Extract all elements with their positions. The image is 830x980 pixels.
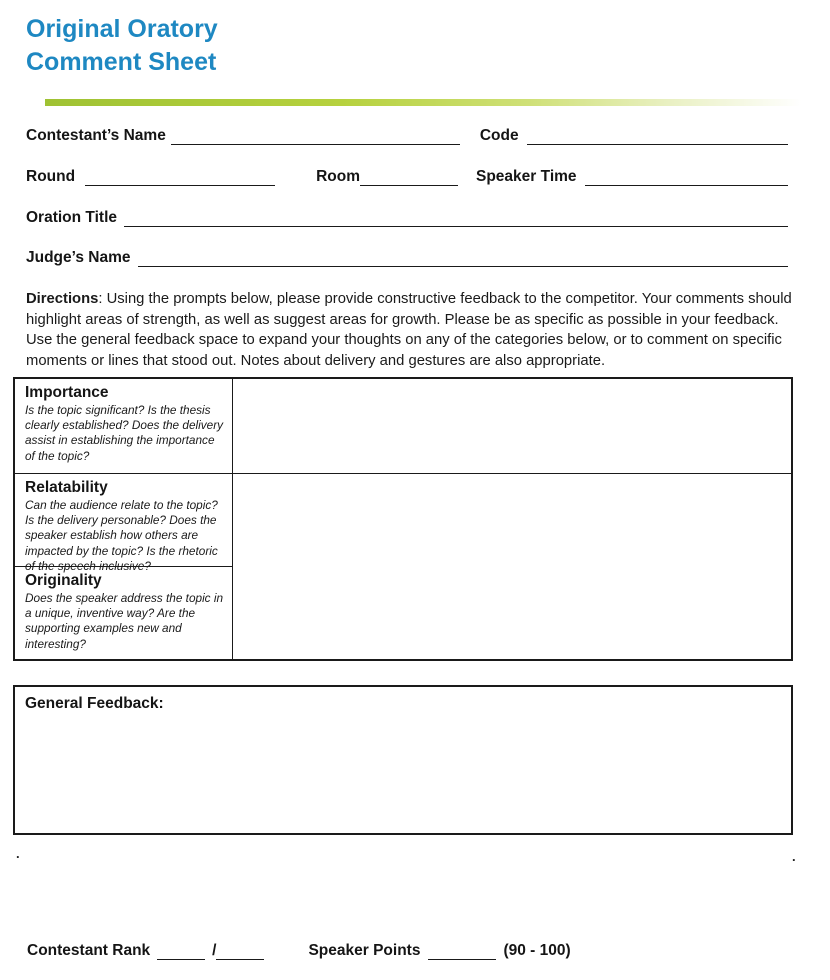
speaker-time-label: Speaker Time — [476, 168, 577, 185]
page-title — [26, 13, 218, 79]
originality-comment-cell[interactable] — [233, 567, 791, 659]
general-feedback-box[interactable] — [13, 685, 793, 835]
field-row-1 — [26, 127, 788, 145]
general-feedback-label: General Feedback: — [25, 695, 164, 712]
rank-total-line[interactable] — [216, 947, 264, 960]
relatability-title: Relatability — [25, 479, 108, 496]
contestant-rank-line[interactable] — [157, 947, 205, 960]
importance-comment-cell[interactable] — [233, 379, 791, 473]
points-range-label: (90 - 100) — [503, 942, 571, 959]
field-row-2 — [26, 168, 788, 186]
round-line[interactable] — [85, 173, 275, 186]
room-label: Room — [316, 168, 360, 185]
rubric-row-importance — [15, 379, 791, 473]
contestant-name-label: Contestant’s Name — [26, 127, 166, 144]
oration-title-line[interactable] — [124, 214, 788, 227]
directions-label: Directions — [26, 291, 99, 307]
judges-name-line[interactable] — [138, 254, 788, 267]
judges-name-label: Judge’s Name — [26, 249, 131, 266]
title-line-2: Comment Sheet — [26, 48, 217, 76]
rubric-table — [13, 377, 793, 661]
accent-bar — [45, 99, 825, 106]
stray-dot-left: . — [16, 846, 20, 861]
relatability-prompt-cell — [15, 474, 233, 574]
rubric-row-originality — [15, 566, 791, 659]
title-line-1: Original Oratory — [26, 15, 218, 43]
importance-title: Importance — [25, 384, 109, 401]
importance-prompt-cell — [15, 379, 233, 473]
oration-title-label: Oration Title — [26, 209, 118, 226]
rubric-row-relatability — [15, 473, 791, 573]
contestant-name-line[interactable] — [171, 132, 460, 145]
speaker-points-label: Speaker Points — [308, 942, 421, 959]
stray-dot-right: . — [792, 849, 796, 864]
originality-title: Originality — [25, 572, 102, 589]
rank-slash: / — [212, 942, 217, 959]
relatability-comment-cell[interactable] — [233, 474, 791, 574]
importance-prompt: Is the topic significant? Is the thesis clearly established? Does the delivery assist in establishing the importance of the topic? — [25, 403, 224, 463]
directions-paragraph — [26, 289, 806, 371]
round-label: Round — [26, 168, 76, 185]
code-label: Code — [479, 127, 519, 144]
originality-prompt-cell — [15, 567, 233, 659]
room-line[interactable] — [360, 173, 458, 186]
footer-row — [27, 942, 788, 960]
field-row-3 — [26, 209, 788, 227]
code-line[interactable] — [527, 132, 788, 145]
speaker-time-line[interactable] — [585, 173, 788, 186]
field-row-4 — [26, 249, 788, 267]
relatability-prompt: Can the audience relate to the topic? Is the delivery personable? Does the speaker establish how others are impacted by the topic? Is the rhetoric of the speech inclusive? — [25, 498, 218, 573]
directions-text: : Using the prompts below, please provide constructive feedback to the competitor. Your comments should highlight areas of strength, as well as suggest areas for growth. Please be as specific as possible in your feedback. Use the general feedback space to expand your thoughts on any of the categories below, or to comment on specific moments or lines that stood out. Notes about delivery and gestures are also appropriate. — [26, 291, 792, 369]
contestant-rank-label: Contestant Rank — [27, 942, 151, 959]
originality-prompt: Does the speaker address the topic in a unique, inventive way? Are the supporting examples new and interesting? — [25, 591, 224, 651]
speaker-points-line[interactable] — [428, 947, 496, 960]
